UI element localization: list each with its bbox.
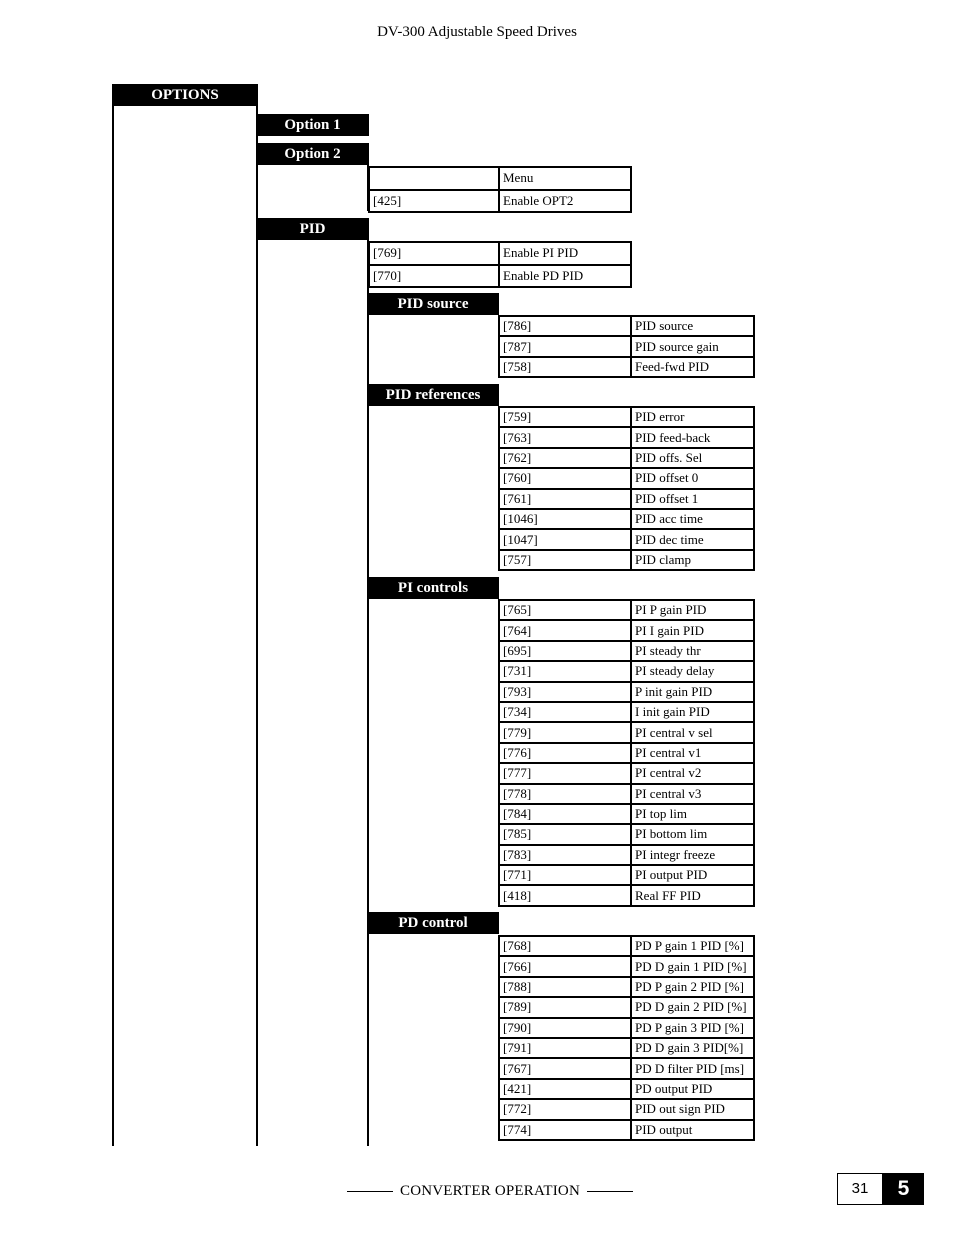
table-row [499,468,754,488]
parameter-name: PD D gain 3 PID[%] [631,1038,754,1058]
pd-control-table [498,935,755,1141]
table-row [499,936,754,956]
parameter-name: PD output PID [631,1079,754,1099]
table-row [499,722,754,742]
parameter-number: [771] [499,865,631,885]
pid-table [368,241,632,288]
parameter-number: [789] [499,997,631,1017]
parameter-number: [734] [499,702,631,722]
parameter-name: PI P gain PID [631,600,754,620]
option2-table [368,166,632,213]
table-row [499,702,754,722]
parameter-name: PID clamp [631,550,754,570]
parameter-number: [757] [499,550,631,570]
parameter-name: PID dec time [631,529,754,549]
pd-control-label: PD control [367,912,499,934]
parameter-number: [778] [499,784,631,804]
parameter-number: [770] [369,265,499,288]
table-row [499,620,754,640]
footer-section [330,1183,650,1200]
table-row [499,977,754,997]
parameter-number: [772] [499,1099,631,1119]
pid-references-label: PID references [367,384,499,406]
table-row [499,784,754,804]
table-row [369,190,631,213]
parameter-number: [764] [499,620,631,640]
parameter-name: PID source gain [631,336,754,356]
parameter-name: PID output [631,1120,754,1140]
parameter-number: [418] [499,885,631,905]
pid-references-table [498,406,755,571]
footer-dash-right [587,1191,633,1192]
parameter-name: PID offs. Sel [631,448,754,468]
table-row [499,357,754,377]
parameter-name: PD P gain 1 PID [%] [631,936,754,956]
table-row [499,1058,754,1078]
parameter-number: [769] [369,242,499,265]
parameter-name: PI steady thr [631,641,754,661]
parameter-number: [784] [499,804,631,824]
parameter-number: [731] [499,661,631,681]
parameter-name: PD P gain 2 PID [%] [631,977,754,997]
table-row [499,956,754,976]
table-row [499,641,754,661]
table-row [499,1079,754,1099]
parameter-name: Feed-fwd PID [631,357,754,377]
table-row [499,845,754,865]
parameter-number: [779] [499,722,631,742]
table-row [499,550,754,570]
pid-label: PID [256,218,369,240]
parameter-number: [765] [499,600,631,620]
parameter-number: [762] [499,448,631,468]
parameter-number: [786] [499,316,631,336]
parameter-number: [776] [499,743,631,763]
parameter-name: Enable OPT2 [499,190,631,213]
table-row [499,427,754,447]
parameter-name: PI I gain PID [631,620,754,640]
parameter-number [369,167,499,190]
parameter-name: PID acc time [631,509,754,529]
parameter-number: [777] [499,763,631,783]
table-row [499,1120,754,1140]
table-row [499,529,754,549]
parameter-number: [695] [499,641,631,661]
table-row [499,682,754,702]
page-number: 31 [837,1173,883,1205]
parameter-name: PD P gain 3 PID [%] [631,1018,754,1038]
option1-label: Option 1 [256,114,369,136]
parameter-name: PI central v3 [631,784,754,804]
parameter-number: [763] [499,427,631,447]
parameter-number: [788] [499,977,631,997]
tree-line-options [112,84,114,1146]
parameter-number: [425] [369,190,499,213]
parameter-number: [759] [499,407,631,427]
tree-line-options-right [256,84,258,1146]
parameter-name: PI central v1 [631,743,754,763]
parameter-name: PI central v2 [631,763,754,783]
parameter-name: PD D filter PID [ms] [631,1058,754,1078]
parameter-number: [787] [499,336,631,356]
table-row [499,316,754,336]
pi-controls-label: PI controls [367,577,499,599]
parameter-name: Enable PI PID [499,242,631,265]
table-row [499,407,754,427]
parameter-name: PID error [631,407,754,427]
table-row [499,1038,754,1058]
table-row [499,1018,754,1038]
parameter-number: [790] [499,1018,631,1038]
table-row [499,600,754,620]
table-row [499,1099,754,1119]
parameter-number: [767] [499,1058,631,1078]
parameter-name: PID offset 0 [631,468,754,488]
parameter-name: PD D gain 1 PID [%] [631,956,754,976]
table-row [499,997,754,1017]
table-row [499,763,754,783]
chapter-tab: 5 [883,1173,924,1205]
footer-dash-left [347,1191,393,1192]
table-row [499,336,754,356]
parameter-number: [1047] [499,529,631,549]
table-row [499,885,754,905]
parameter-number: [758] [499,357,631,377]
parameter-name: Menu [499,167,631,190]
table-row [499,489,754,509]
table-row [499,824,754,844]
table-row [369,265,631,288]
parameter-name: P init gain PID [631,682,754,702]
parameter-name: PI steady delay [631,661,754,681]
parameter-name: PID source [631,316,754,336]
pi-controls-table [498,599,755,907]
parameter-name: PD D gain 2 PID [%] [631,997,754,1017]
table-row [369,167,631,190]
parameter-number: [421] [499,1079,631,1099]
parameter-number: [1046] [499,509,631,529]
parameter-name: PID out sign PID [631,1099,754,1119]
table-row [499,743,754,763]
parameter-name: PI integr freeze [631,845,754,865]
table-row [499,509,754,529]
parameter-number: [783] [499,845,631,865]
page-header: DV-300 Adjustable Speed Drives [377,24,577,40]
table-row [499,661,754,681]
parameter-name: Real FF PID [631,885,754,905]
table-row [499,865,754,885]
pid-source-label: PID source [367,293,499,315]
pid-source-table [498,315,755,378]
option2-label: Option 2 [256,143,369,165]
parameter-name: PID offset 1 [631,489,754,509]
table-row [369,242,631,265]
parameter-name: PID feed-back [631,427,754,447]
parameter-number: [793] [499,682,631,702]
parameter-number: [768] [499,936,631,956]
parameter-number: [760] [499,468,631,488]
footer-section-title: CONVERTER OPERATION [400,1183,580,1199]
parameter-name: Enable PD PID [499,265,631,288]
parameter-name: PI output PID [631,865,754,885]
parameter-name: PI top lim [631,804,754,824]
parameter-name: PI bottom lim [631,824,754,844]
parameter-number: [774] [499,1120,631,1140]
table-row [499,448,754,468]
parameter-number: [791] [499,1038,631,1058]
tree-line-pid [367,218,369,1146]
parameter-name: PI central v sel [631,722,754,742]
parameter-name: I init gain PID [631,702,754,722]
parameter-number: [766] [499,956,631,976]
table-row [499,804,754,824]
parameter-number: [761] [499,489,631,509]
parameter-number: [785] [499,824,631,844]
options-label: OPTIONS [112,84,258,106]
